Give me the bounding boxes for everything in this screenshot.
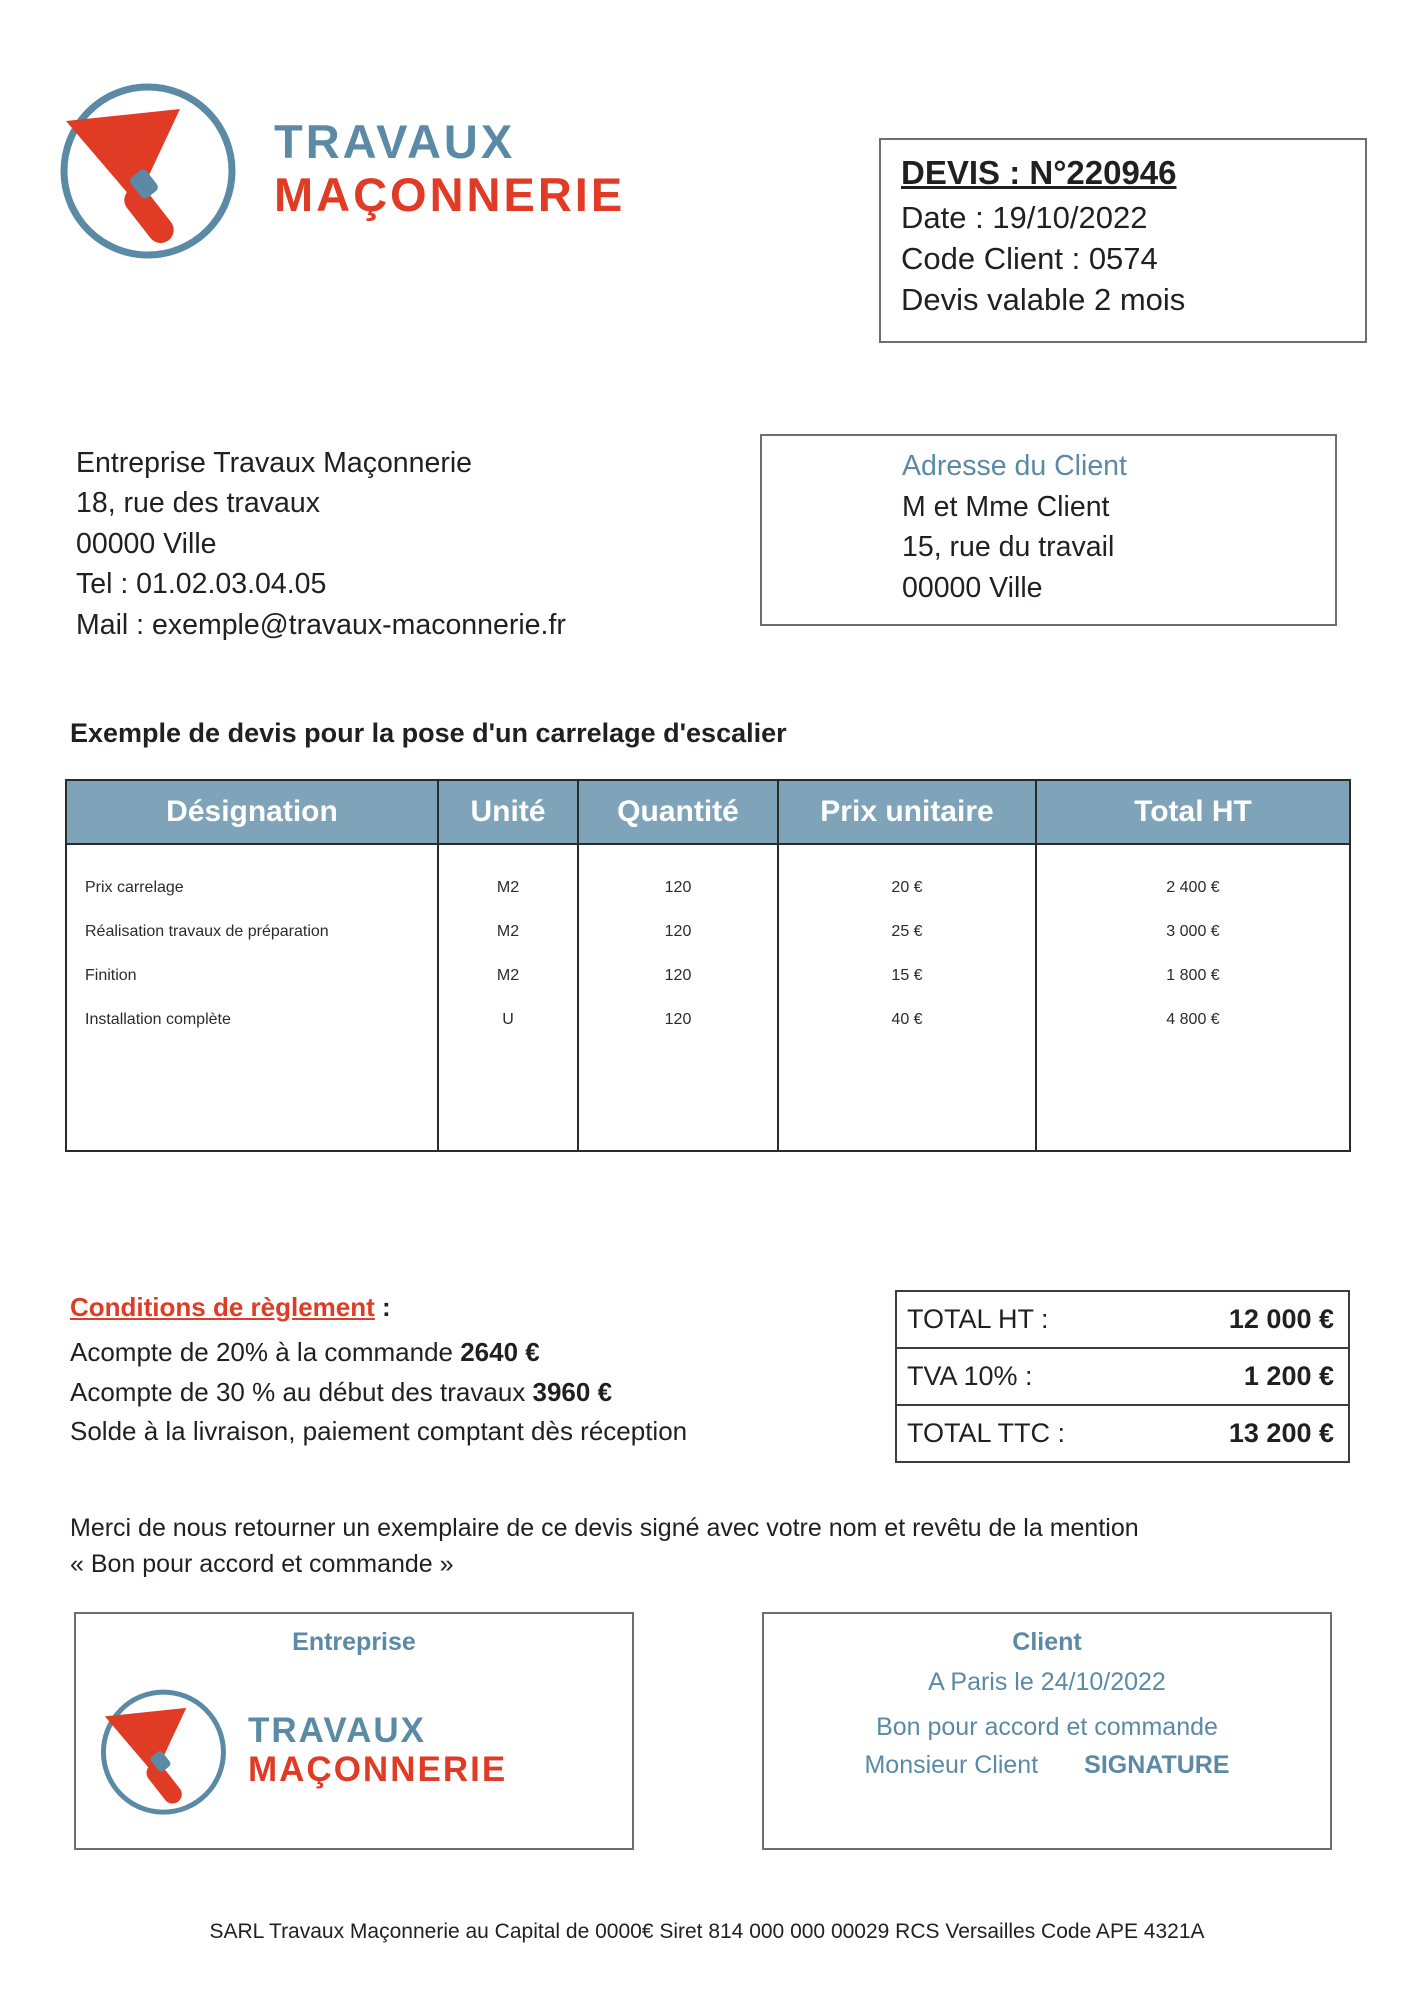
cell-total: 3 000 €: [1036, 910, 1350, 954]
company-mail: Mail : exemple@travaux-maconnerie.fr: [76, 608, 566, 641]
cell-unite: U: [438, 998, 578, 1042]
total-ht-label: TOTAL HT :: [907, 1304, 1049, 1334]
payment-conditions: [70, 1292, 860, 1452]
cell-total: 1 800 €: [1036, 954, 1350, 998]
conditions-title: [70, 1292, 860, 1323]
quote-number: DEVIS : N°220946: [901, 154, 1177, 191]
table-row: [66, 998, 1350, 1042]
tva-value: 1 200 €: [1243, 1361, 1334, 1391]
totals-box: [895, 1290, 1350, 1463]
conditions-title-text: Conditions de règlement: [70, 1292, 375, 1322]
total-ht-value: 12 000 €: [1228, 1304, 1334, 1334]
trowel-logo-icon: [48, 63, 258, 273]
client-agreement-mention: Bon pour accord et commande: [876, 1712, 1218, 1741]
total-ttc-label: TOTAL TTC :: [907, 1418, 1066, 1448]
cell-quantite: 120: [578, 910, 778, 954]
company-city: 00000 Ville: [76, 527, 217, 560]
client-address-title: Adresse du Client: [902, 450, 1127, 482]
company-street: 18, rue des travaux: [76, 487, 320, 520]
empty-cell: [66, 1042, 438, 1151]
cell-designation: Réalisation travaux de préparation: [66, 910, 438, 954]
col-quantite: Quantité: [578, 780, 778, 844]
cell-prix-unitaire: 20 €: [778, 844, 1036, 910]
conditions-line-2-amount: 3960 €: [532, 1376, 613, 1407]
quote-date: Date : 19/10/2022: [901, 200, 1148, 235]
cell-total: 2 400 €: [1036, 844, 1350, 910]
empty-cell: [1036, 1042, 1350, 1151]
col-unite: Unité: [438, 780, 578, 844]
cell-quantite: 120: [578, 844, 778, 910]
cell-unite: M2: [438, 910, 578, 954]
company-phone: Tel : 01.02.03.04.05: [76, 568, 327, 601]
cell-designation: Finition: [66, 954, 438, 998]
table-row: [66, 954, 1350, 998]
signature-logo-line-2: MAÇONNERIE: [248, 1750, 508, 1789]
company-signature-logo: [92, 1662, 622, 1838]
cell-prix-unitaire: 15 €: [778, 954, 1036, 998]
col-designation: Désignation: [66, 780, 438, 844]
client-street: 15, rue du travail: [902, 531, 1115, 564]
tva-label: TVA 10% :: [907, 1361, 1033, 1391]
client-name: M et Mme Client: [902, 491, 1110, 523]
empty-cell: [438, 1042, 578, 1151]
conditions-line-3: Solde à la livraison, paiement comptant dès réception: [70, 1416, 688, 1447]
client-code: Code Client : 0574: [901, 240, 1158, 276]
total-ttc-row: [897, 1404, 1348, 1461]
company-signature-heading: Entreprise: [292, 1628, 416, 1656]
empty-cell: [578, 1042, 778, 1151]
company-name: Entreprise Travaux Maçonnerie: [76, 447, 473, 479]
total-ttc-value: 13 200 €: [1228, 1418, 1334, 1448]
document-header: [0, 0, 1414, 400]
client-signature-row: [764, 1751, 1330, 1780]
client-signature-placeholder: SIGNATURE: [1084, 1750, 1230, 1779]
cell-quantite: 120: [578, 954, 778, 998]
client-signature-heading: Client: [1012, 1628, 1082, 1656]
signature-logo-line-1: TRAVAUX: [248, 1711, 426, 1750]
table-header-row: [66, 780, 1350, 844]
client-place-date: A Paris le 24/10/2022: [928, 1668, 1166, 1696]
table-row: [66, 910, 1350, 954]
items-table: [65, 779, 1351, 1152]
trowel-logo-icon-small: [92, 1675, 242, 1825]
page-title: Exemple de devis pour la pose d'un carrelage d'escalier: [70, 718, 787, 748]
items-table-wrapper: [65, 779, 1349, 1152]
company-address: [76, 443, 566, 645]
company-logo-text: [274, 115, 626, 221]
conditions-line-2-text: Acompte de 30 % au début des travaux: [70, 1376, 533, 1407]
company-signature-logo-text: [248, 1713, 507, 1787]
cell-unite: M2: [438, 954, 578, 998]
cell-total: 4 800 €: [1036, 998, 1350, 1042]
client-address-box: [760, 434, 1337, 626]
cell-quantite: 120: [578, 998, 778, 1042]
col-prix-unitaire: Prix unitaire: [778, 780, 1036, 844]
cell-designation: Prix carrelage: [66, 844, 438, 910]
total-ht-row: [897, 1292, 1348, 1347]
conditions-line-1-text: Acompte de 20% à la commande: [70, 1337, 461, 1367]
client-signature-box: [762, 1612, 1332, 1850]
logo-line-2: MAÇONNERIE: [274, 168, 626, 221]
quote-info-box: [879, 138, 1367, 343]
conditions-line-2: [70, 1373, 860, 1413]
empty-cell: [778, 1042, 1036, 1151]
mention-line-2: « Bon pour accord et commande »: [70, 1550, 454, 1579]
logo-line-1: TRAVAUX: [274, 115, 516, 168]
client-signature-name: Monsieur Client: [864, 1750, 1039, 1779]
cell-unite: M2: [438, 844, 578, 910]
tva-row: [897, 1347, 1348, 1404]
company-logo: [48, 58, 698, 278]
conditions-title-colon: :: [374, 1292, 391, 1322]
cell-prix-unitaire: 40 €: [778, 998, 1036, 1042]
table-row: [66, 844, 1350, 910]
conditions-line-1-amount: 2640 €: [460, 1337, 540, 1367]
legal-footer: SARL Travaux Maçonnerie au Capital de 0000€ Siret 814 000 000 00029 RCS Versailles Code APE 4321A: [209, 1920, 1205, 1943]
table-empty-row: [66, 1042, 1350, 1151]
return-mention: [70, 1510, 1340, 1583]
client-city: 00000 Ville: [902, 571, 1043, 604]
col-total-ht: Total HT: [1036, 780, 1350, 844]
company-signature-box: [74, 1612, 634, 1850]
mention-line-1: Merci de nous retourner un exemplaire de ce devis signé avec votre nom et revêtu de la mention: [70, 1514, 1139, 1542]
conditions-line-1: [70, 1333, 860, 1373]
cell-designation: Installation complète: [66, 998, 438, 1042]
quote-validity: Devis valable 2 mois: [901, 281, 1186, 317]
cell-prix-unitaire: 25 €: [778, 910, 1036, 954]
